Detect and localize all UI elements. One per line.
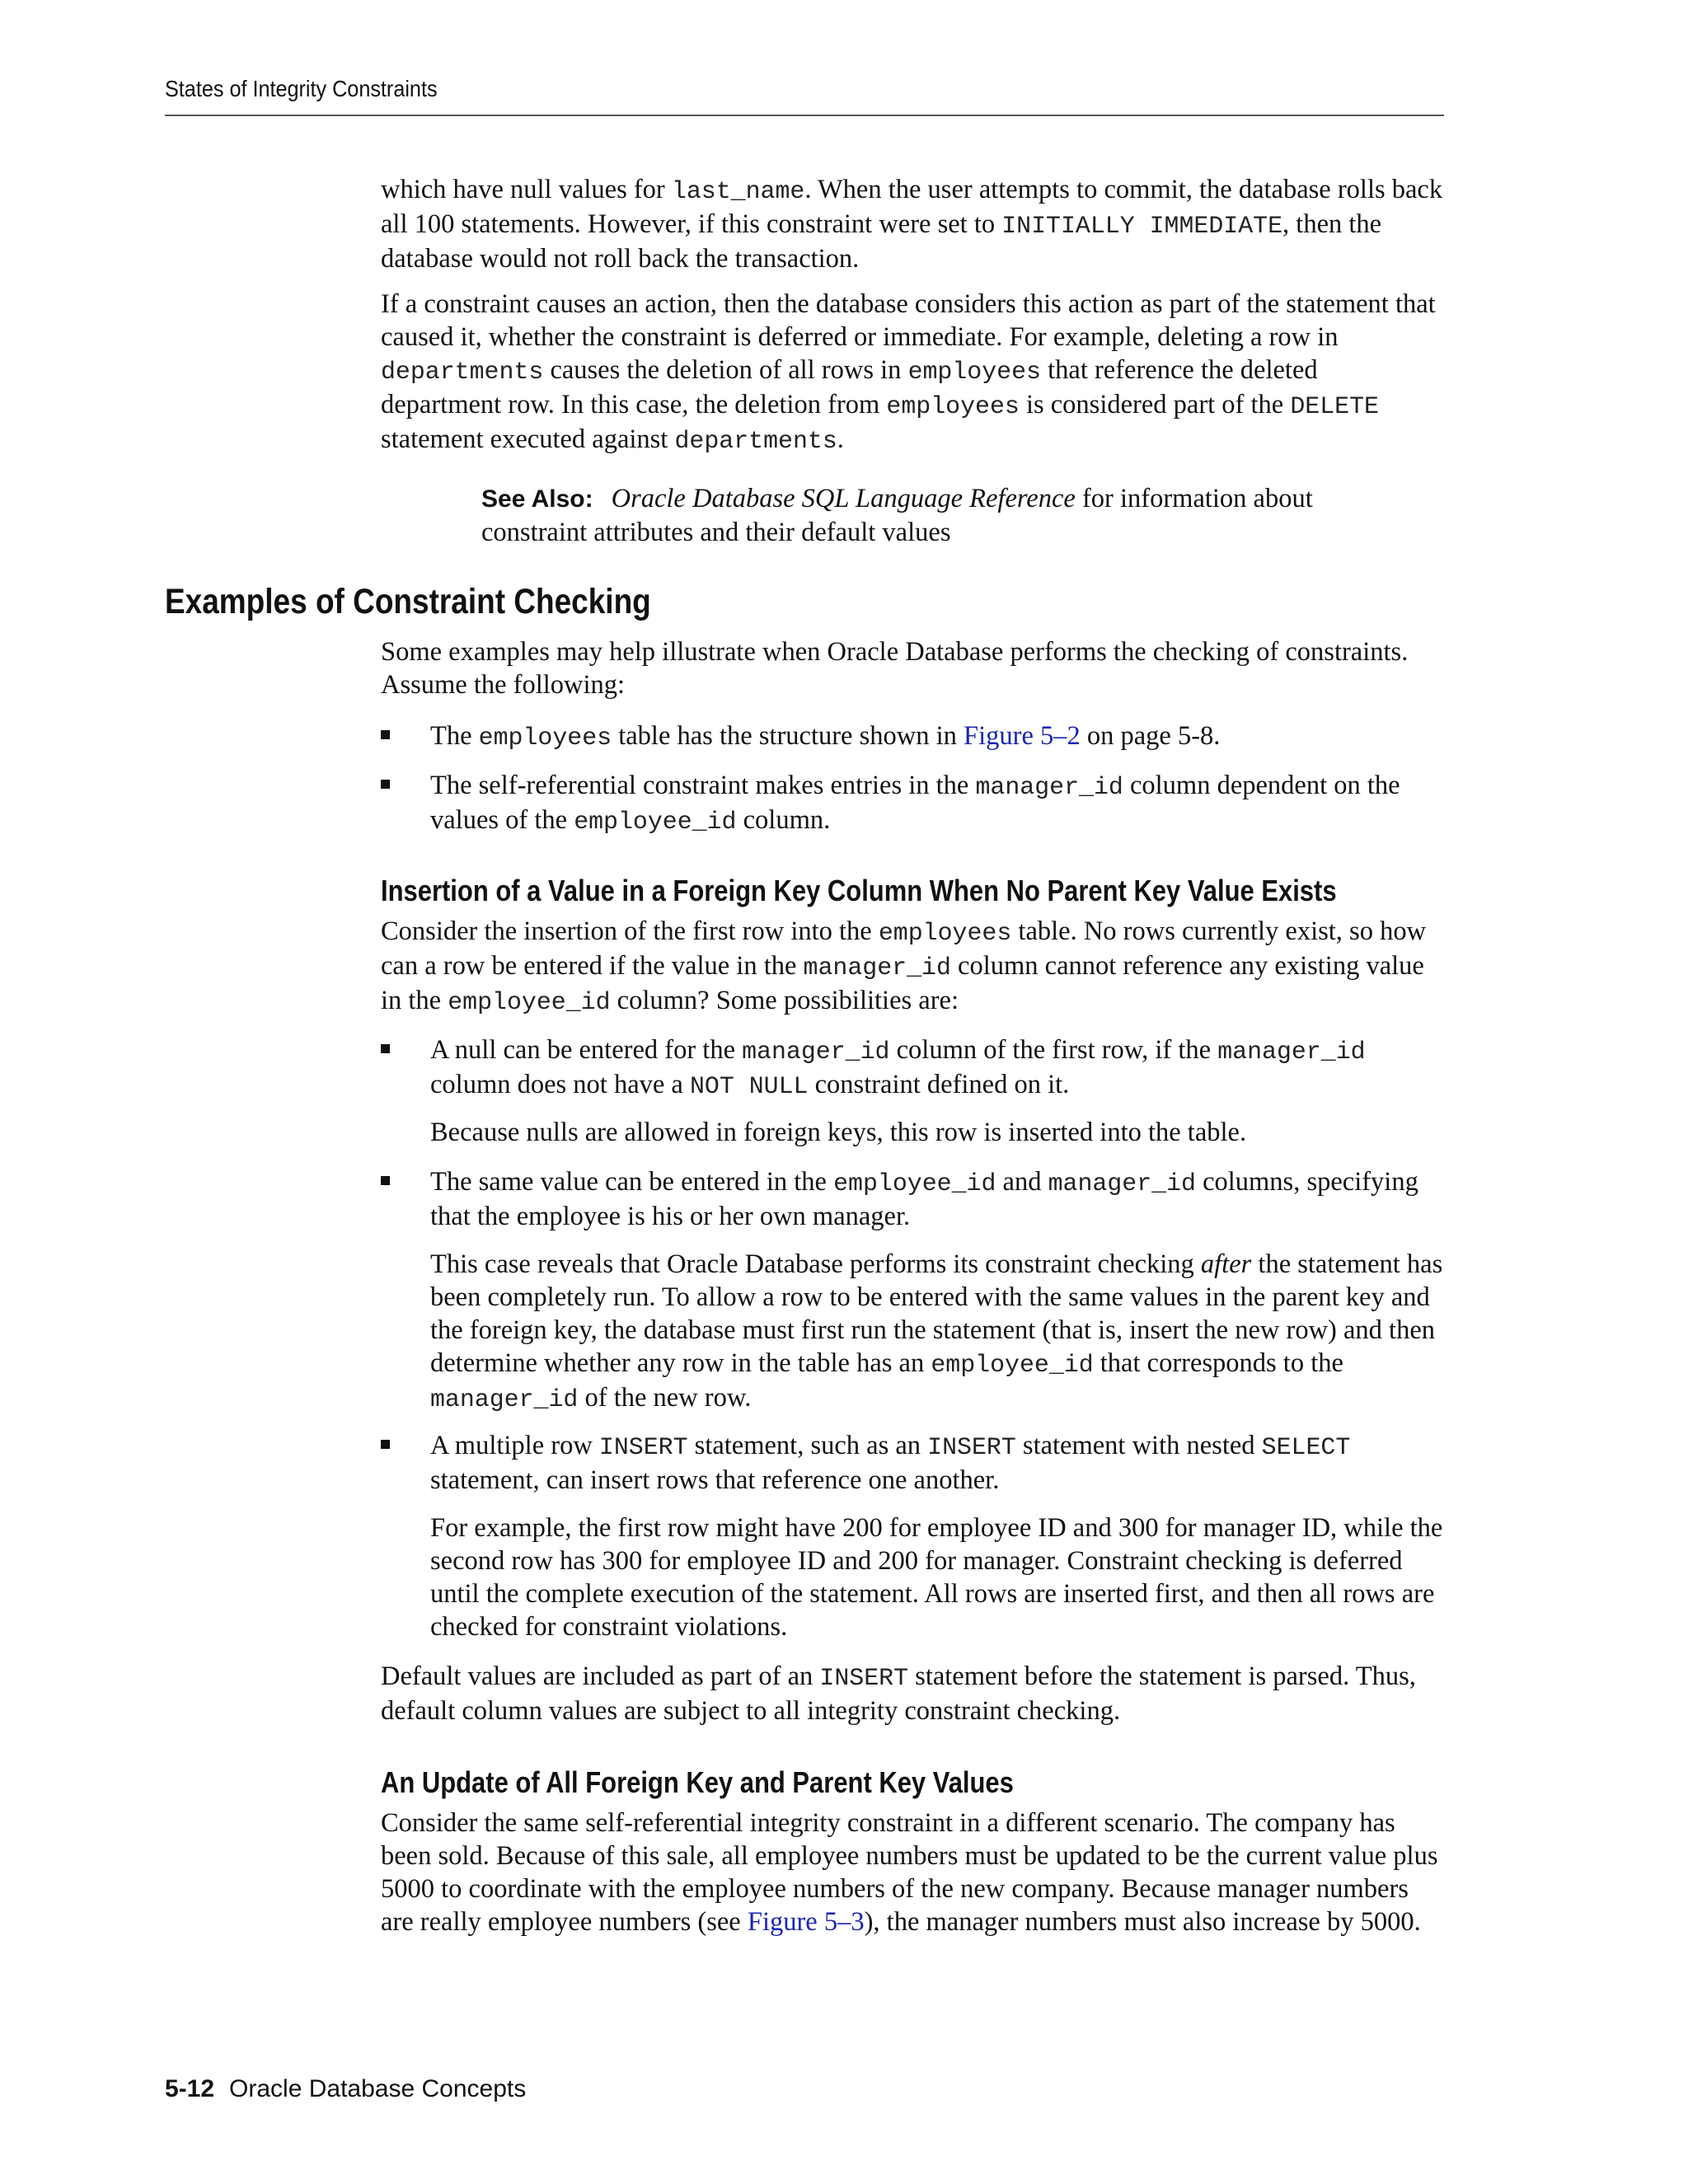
code-manager-id: manager_id [1217, 1038, 1366, 1066]
code-employee-id: employee_id [931, 1351, 1094, 1379]
code-manager-id: manager_id [975, 773, 1123, 801]
list-item [381, 769, 1444, 838]
text: is considered part of the [1019, 390, 1291, 419]
book-title: Oracle Database Concepts [229, 2075, 527, 2102]
code-manager-id: manager_id [430, 1385, 579, 1413]
text: column of the first row, if the [889, 1035, 1218, 1065]
text: statement executed against [381, 424, 675, 454]
text: of the new row. [578, 1383, 752, 1413]
code-not-null: NOT NULL [690, 1072, 809, 1100]
code-initially-immediate: INITIALLY IMMEDIATE [1001, 212, 1283, 240]
text: constraint defined on it. [808, 1070, 1070, 1099]
bullet-marker [381, 730, 390, 739]
text: column. [736, 805, 831, 835]
see-also-label: See Also: [481, 485, 593, 513]
text: statement, such as an [687, 1431, 928, 1460]
see-also-reference-title: Oracle Database SQL Language Reference [611, 484, 1076, 513]
text: statement with nested [1015, 1431, 1262, 1460]
text: ), the manager numbers must also increase by 5000. [864, 1907, 1421, 1937]
intro-paragraph-1 [381, 173, 1444, 275]
code-employee-id: employee_id [833, 1169, 996, 1197]
section-intro-text: Some examples may help illustrate when Oracle Database performs the checking of constraints. Assume the following: [381, 637, 1409, 700]
text: The [430, 721, 479, 751]
bullet-marker [381, 780, 390, 789]
emphasis: after [1200, 1249, 1252, 1279]
text: and [996, 1167, 1048, 1197]
text: This case reveals that Oracle Database performs its constraint checking [430, 1249, 1201, 1279]
code-departments: departments [381, 358, 544, 386]
section-paragraph [381, 635, 1444, 701]
insertion-bullet-2-detail [430, 1248, 1444, 1416]
text: the statement has been completely run. To allow a row to be entered with the same values in the parent key and the foreign key, the database must first run the statement (that is, insert the new row) and then determine whether any row in the table has an [430, 1249, 1443, 1378]
code-departments: departments [674, 427, 837, 455]
text: The self-referential constraint makes entries in the [430, 771, 976, 800]
figure-5-3-link[interactable]: Figure 5–3 [747, 1907, 865, 1937]
text: column? Some possibilities are: [610, 986, 959, 1015]
subsection-heading-update: An Update of All Foreign Key and Parent Key Values [381, 1765, 1014, 1799]
text: statement before the statement is parsed. Thus, default column values are subject to all integrity constraint checking. [381, 1661, 1416, 1726]
running-header: States of Integrity Constraints [165, 76, 438, 101]
code-employee-id: employee_id [574, 808, 737, 836]
text: , then the database would not roll back the transaction. [381, 209, 1382, 274]
text: column cannot reference any existing value in the [381, 951, 1424, 1015]
code-employees: employees [478, 724, 612, 752]
page-footer [165, 2075, 526, 2103]
text: that reference the deleted department row. In this case, the deletion from [381, 355, 1318, 419]
update-paragraph [381, 1807, 1444, 1938]
bullet-marker [381, 1176, 390, 1185]
text: If a constraint causes an action, then the database considers this action as part of the statement that caused it, whether the constraint is deferred or immediate. For example, deleting a row in [381, 289, 1436, 352]
text: The same value can be entered in the [430, 1167, 834, 1197]
code-delete: DELETE [1290, 392, 1379, 420]
text: . [837, 424, 844, 454]
insertion-bullet-3-detail: For example, the first row might have 200 for employee ID and 300 for manager ID, while the second row has 300 for employee ID and 200 for manager. Constraint checking is deferred until the complete execution of the statement. All rows are inserted first, and then all rows are checked for constraint violations. [430, 1513, 1443, 1642]
code-employees: employees [886, 392, 1020, 420]
code-manager-id: manager_id [1048, 1169, 1196, 1197]
insertion-bullet-1-detail: Because nulls are allowed in foreign keys, this row is inserted into the table. [430, 1118, 1247, 1147]
text: Consider the insertion of the first row into the [381, 916, 879, 946]
text: A multiple row [430, 1431, 599, 1460]
code-manager-id: manager_id [803, 954, 951, 982]
list-item [381, 1165, 1444, 1233]
text: table. No rows currently exist, so how can a row be entered if the value in the [381, 916, 1427, 981]
see-also-text: for information about constraint attributes and their default values [481, 484, 1313, 547]
text: column dependent on the values of the [430, 771, 1400, 835]
code-employee-id: employee_id [448, 988, 611, 1016]
subsection-heading-insertion: Insertion of a Value in a Foreign Key Column When No Parent Key Value Exists [381, 874, 1337, 907]
text: statement, can insert rows that reference one another. [430, 1465, 1000, 1495]
text: table has the structure shown in [612, 721, 964, 751]
code-select: SELECT [1261, 1433, 1351, 1461]
section-heading: Examples of Constraint Checking [165, 582, 651, 621]
intro-paragraph-2 [381, 288, 1444, 457]
text: columns, specifying that the employee is his or her own manager. [430, 1167, 1418, 1231]
text: Consider the same self-referential integrity constraint in a different scenario. The company has been sold. Because of this sale, all employee numbers must be updated to be the current value plus 5000 to coordinate with the employee numbers of the new company. Because manager numbers are really employee numbers (see [381, 1808, 1438, 1937]
header-rule [165, 115, 1444, 116]
code-last-name: last_name [671, 177, 805, 205]
code-insert: INSERT [927, 1433, 1016, 1461]
text: on page 5-8. [1080, 721, 1221, 751]
see-also-note [481, 482, 1388, 549]
text: that corresponds to the [1093, 1348, 1343, 1378]
text: A null can be entered for the [430, 1035, 743, 1065]
insertion-paragraph-2 [381, 1660, 1444, 1727]
list-item [381, 1033, 1444, 1103]
code-insert: INSERT [598, 1433, 688, 1461]
text: . When the user attempts to commit, the database rolls back all 100 statements. However, if this constraint were set to [381, 175, 1443, 239]
code-employees: employees [907, 358, 1041, 386]
text: Default values are included as part of an [381, 1661, 820, 1691]
text: column does not have a [430, 1070, 690, 1099]
bullet-marker [381, 1440, 390, 1449]
code-manager-id: manager_id [742, 1038, 890, 1066]
text: causes the deletion of all rows in [543, 355, 908, 385]
list-item [381, 719, 1444, 754]
insertion-paragraph-1 [381, 915, 1444, 1019]
page-number: 5-12 [165, 2075, 215, 2102]
code-employees: employees [878, 919, 1012, 947]
bullet-marker [381, 1044, 390, 1053]
list-item [381, 1429, 1444, 1497]
figure-5-2-link[interactable]: Figure 5–2 [964, 721, 1081, 751]
code-insert: INSERT [819, 1664, 909, 1692]
text: which have null values for [381, 175, 672, 204]
